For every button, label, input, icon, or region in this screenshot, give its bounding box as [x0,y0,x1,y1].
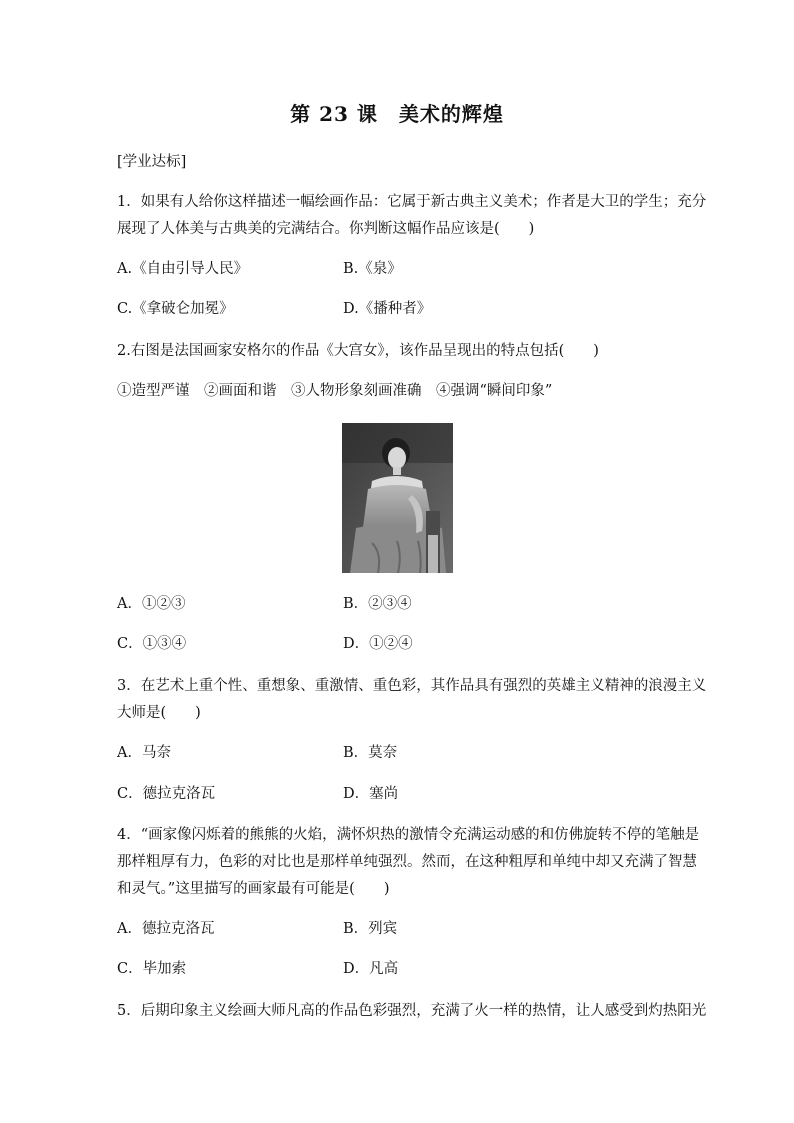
question-4-option-b: B．列宾 [343,921,398,937]
question-4-line-2: 那样粗厚有力，色彩的对比也是那样单纯强烈。然而，在这种粗厚和单纯中却又充满了智慧 [117,854,697,870]
question-2-option-c: C．①③④ [117,636,187,652]
question-1-line-1: 1．如果有人给你这样描述一幅绘画作品：它属于新古典主义美术；作者是大卫的学生；充分 [117,194,707,210]
question-1-option-a: A.《自由引导人民》 [117,261,249,277]
page-title: 第 23 课 美术的辉煌 [290,102,504,126]
question-2-line-1: 2.右图是法国画家安格尔的作品《大宫女》，该作品呈现出的特点包括( ) [117,343,599,359]
portrait-painting-image [342,423,453,573]
question-1-option-c: C.《拿破仑加冕》 [117,301,234,317]
question-4-option-c: C．毕加索 [117,961,187,977]
question-2-option-a: A．①②③ [117,596,186,612]
question-2-option-b: B．②③④ [343,596,412,612]
question-4-option-d: D．凡高 [343,961,399,977]
question-4-option-a: A．德拉克洛瓦 [117,921,215,937]
question-1-line-2: 展现了人体美与古典美的完满结合。你判断这幅作品应该是( ) [117,221,535,237]
question-4-line-3: 和灵气。”这里描写的画家最有可能是( ) [117,881,390,897]
section-heading: [学业达标] [117,154,187,170]
question-1-option-b: B.《泉》 [343,261,402,277]
question-3-option-b: B．莫奈 [343,745,398,761]
question-2-option-d: D．①②④ [343,636,413,652]
question-2-line-2: ①造型严谨 ②画面和谐 ③人物形象刻画准确 ④强调“瞬间印象” [117,383,553,399]
question-1-option-d: D.《播种者》 [343,301,432,317]
question-3-option-a: A．马奈 [117,745,171,761]
question-4-line-1: 4．“画家像闪烁着的熊熊的火焰，满怀炽热的激情令充满运动感的和仿佛旋转不停的笔触是 [117,827,700,843]
question-3-line-2: 大师是( ) [117,705,201,721]
question-3-line-1: 3．在艺术上重个性、重想象、重激情、重色彩，其作品具有强烈的英雄主义精神的浪漫主义 [117,678,707,694]
question-5-line-1: 5．后期印象主义绘画大师凡高的作品色彩强烈，充满了火一样的热情，让人感受到灼热阳光 [117,1003,707,1019]
question-3-option-d: D．塞尚 [343,786,399,802]
question-3-option-c: C．德拉克洛瓦 [117,786,216,802]
